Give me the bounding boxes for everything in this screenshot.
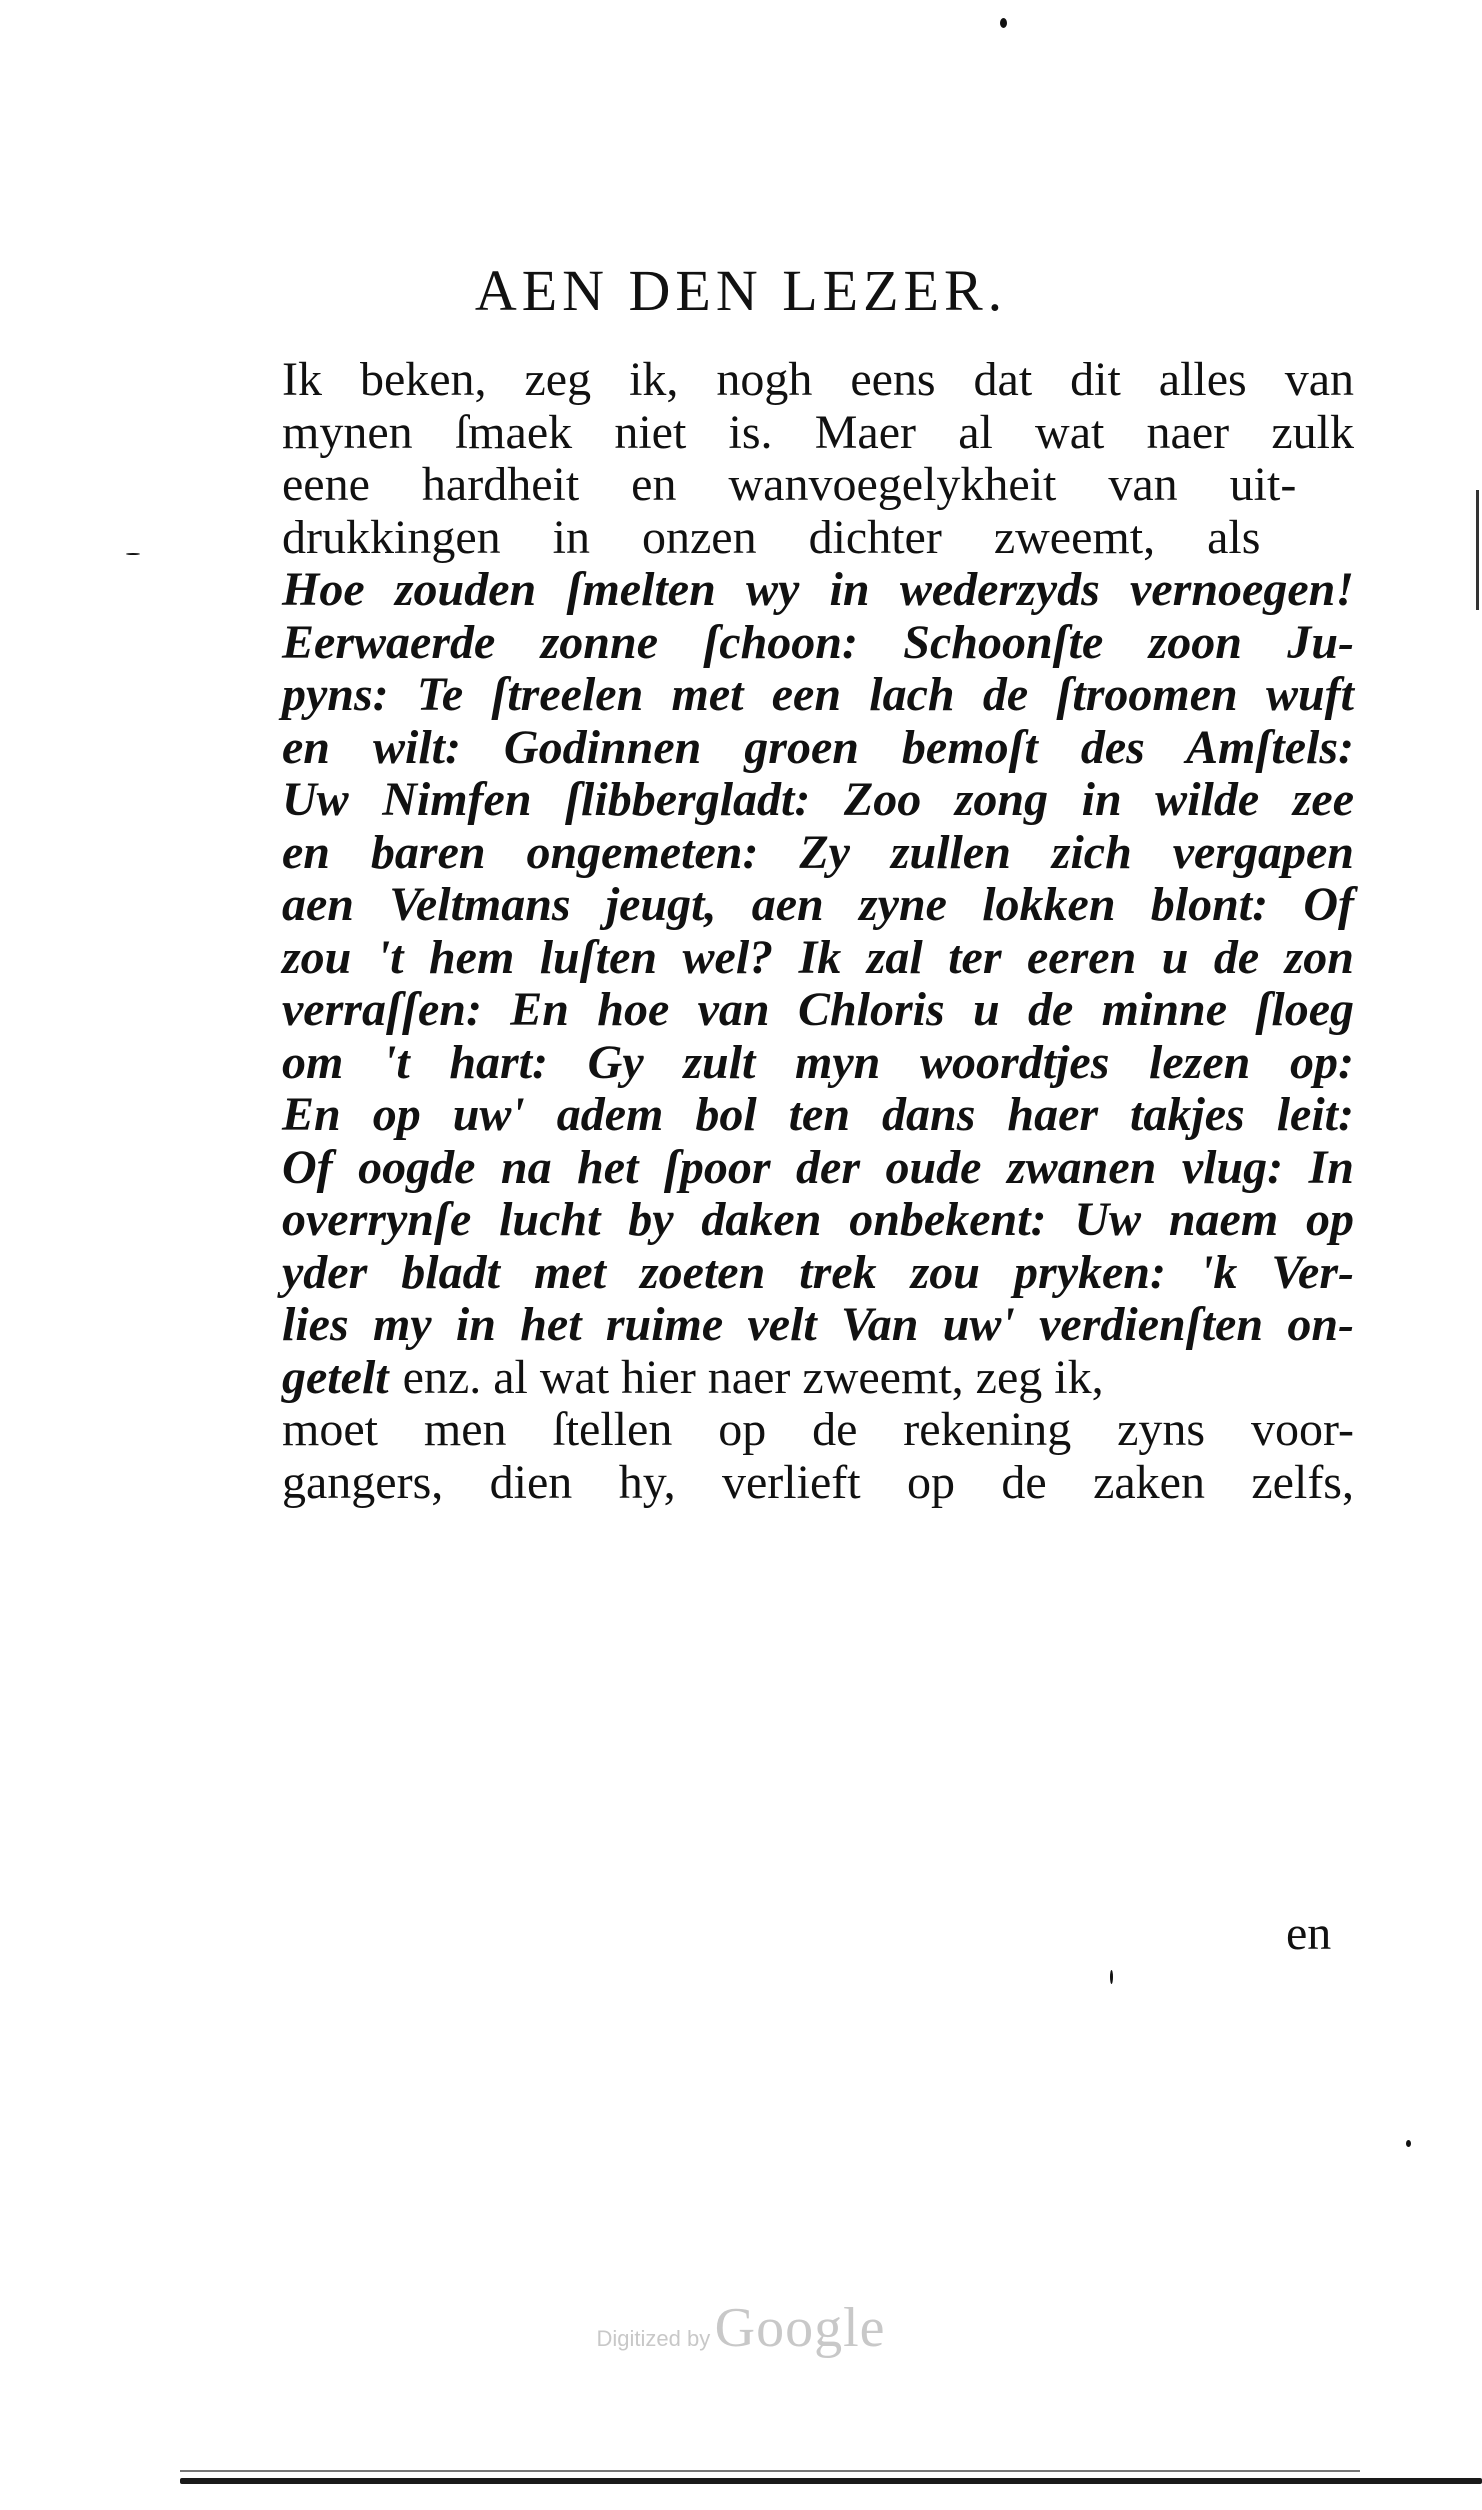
bottom-rule bbox=[180, 2478, 1482, 2484]
text-line-italic-part: getelt bbox=[282, 1350, 389, 1404]
page-edge-mark bbox=[1476, 490, 1479, 610]
text-line: Uw Nimfen ſlibbergladt: Zoo zong in wilde zee bbox=[282, 773, 1354, 826]
watermark-brand: Google bbox=[714, 2297, 886, 2359]
text-line: Ik beken, zeg ik, nogh eens dat dit alles van bbox=[282, 353, 1354, 406]
text-line: lies my in het ruime velt Van uw' verdienſten on- bbox=[282, 1298, 1354, 1351]
text-line: zou 't hem luſten wel? Ik zal ter eeren u de zon bbox=[282, 930, 1354, 984]
ink-speck bbox=[1406, 2140, 1411, 2147]
bottom-rule-thin bbox=[180, 2470, 1360, 2472]
ink-speck bbox=[1110, 1970, 1113, 1984]
text-line: En op uw' adem bol ten dans haer takjes leit: bbox=[282, 1088, 1354, 1141]
text-line: Of oogde na het ſpoor der oude zwanen vlug: In bbox=[282, 1140, 1354, 1194]
text-line: mynen ſmaek niet is. Maer al wat naer zulk bbox=[282, 405, 1354, 459]
text-line: eene hardheit en wanvoegelykheit van uit- bbox=[282, 458, 1297, 511]
text-line: Hoe zouden ſmelten wy in wederzyds vernoegen! bbox=[282, 563, 1354, 616]
text-line: yder bladt met zoeten trek zou pryken: 'k Ver- bbox=[282, 1245, 1354, 1299]
catchword: en bbox=[1286, 1907, 1332, 1960]
text-line: pyns: Te ſtreelen met een lach de ſtroomen wuft bbox=[282, 668, 1354, 721]
watermark-prefix: Digitized by bbox=[596, 2326, 711, 2351]
text-line: gangers, dien hy, verlieft op de zaken zelfs, bbox=[282, 1455, 1354, 1509]
text-line: verraſſen: En hoe van Chloris u de minne ſloeg bbox=[282, 983, 1354, 1036]
text-line: en baren ongemeten: Zy zullen zich vergapen bbox=[282, 825, 1354, 879]
text-line bbox=[282, 1352, 1354, 1405]
text-line: drukkingen in onzen dichter zweemt, als bbox=[282, 510, 1261, 564]
text-line-roman-part: enz. al wat hier naer zweemt, zeg ik, bbox=[402, 1350, 1104, 1404]
text-line: moet men ſtellen op de rekening zyns voor- bbox=[282, 1403, 1354, 1456]
text-line: overrynſe lucht by daken onbekent: Uw naem op bbox=[282, 1193, 1354, 1246]
text-line: Eerwaerde zonne ſchoon: Schoonſte zoon Ju- bbox=[282, 615, 1354, 669]
ink-speck bbox=[126, 553, 140, 555]
body-text bbox=[282, 354, 1354, 1509]
text-line: om 't hart: Gy zult myn woordtjes lezen op: bbox=[282, 1035, 1354, 1089]
page-heading: AEN DEN LEZER. bbox=[474, 258, 1008, 323]
text-line: aen Veltmans jeugt, aen zyne lokken blont: Of bbox=[282, 878, 1354, 931]
text-line: en wilt: Godinnen groen bemoſt des Amſtels: bbox=[282, 720, 1354, 774]
digitized-watermark bbox=[0, 2297, 1482, 2359]
ink-speck bbox=[1000, 18, 1007, 28]
